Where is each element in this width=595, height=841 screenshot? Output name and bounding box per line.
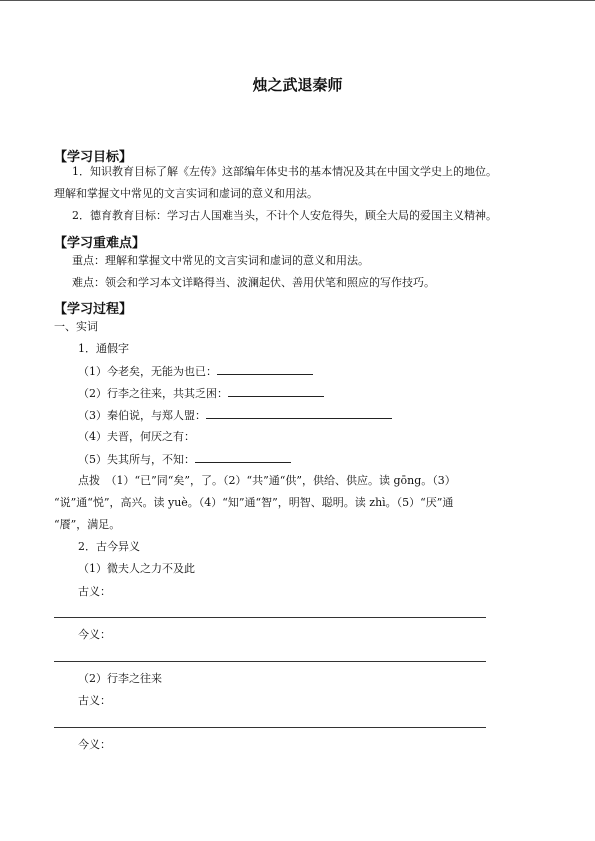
goal-line-3: 2．德育教育目标：学习古人国难当头，不计个人安危得失，顾全大局的爱国主义精神。	[72, 209, 497, 222]
sub-heading-gujinyiyi: 2．古今异义	[78, 540, 140, 553]
question-2	[78, 385, 324, 402]
keypoint-line-1: 重点：理解和掌握文中常见的文言实词和虚词的意义和用法。	[72, 254, 369, 267]
question-5	[78, 451, 291, 468]
ancient-meaning-label-1: 古义：	[78, 585, 111, 598]
goal-line-1: 1．知识教育目标了解《左传》这部编年体史书的基本情况及其在中国文学史上的地位。	[72, 165, 497, 178]
page-title: 烛之武退秦师	[252, 76, 343, 94]
question-2-text: （2）行李之往来，共其乏困：	[78, 387, 228, 400]
phrase-2: （2）行李之往来	[78, 672, 162, 685]
goal-line-2: 理解和掌握文中常见的文言实词和虚词的意义和用法。	[54, 187, 318, 200]
answer-blank-1[interactable]	[217, 363, 313, 375]
question-3-text: （3）秦伯说，与郑人盟：	[78, 409, 206, 422]
question-1-text: （1）今老矣，无能为也已：	[78, 365, 217, 378]
answer-blank-3[interactable]	[206, 407, 392, 419]
keypoint-line-2: 难点：领会和学习本文详略得当、波澜起伏、善用伏笔和照应的写作技巧。	[72, 276, 435, 289]
answer-blank-2[interactable]	[228, 385, 324, 397]
section-heading-process: 【学习过程】	[54, 302, 133, 317]
ancient-meaning-label-2: 古义：	[78, 694, 111, 707]
section-heading-keypoints: 【学习重难点】	[54, 236, 146, 251]
answer-line-ancient-2[interactable]	[54, 727, 486, 728]
modern-meaning-label-1: 今义：	[78, 628, 111, 641]
part-heading-shici: 一、实词	[54, 320, 98, 333]
answer-line-modern-1[interactable]	[54, 661, 486, 662]
answer-blank-5[interactable]	[195, 451, 291, 463]
question-3	[78, 407, 392, 424]
section-heading-goals: 【学习目标】	[54, 150, 133, 165]
hint-line-2: “说”通“悦”，高兴。读 yuè。（4）“知”通“智”，明智、聪明。读 zhì。（5）“厌”通	[54, 496, 454, 509]
question-5-text: （5）失其所与，不知：	[78, 453, 195, 466]
question-1	[78, 363, 313, 380]
hint-line-1: 点拨 （1）“已”同“矣”，了。（2）“共”通“供”，供给、供应。读 gōng。（3）	[78, 474, 456, 487]
hint-line-3: “餍”，满足。	[54, 518, 121, 531]
answer-line-ancient-1[interactable]	[54, 617, 486, 618]
top-border-line	[0, 0, 595, 1]
question-4-text: （4）夫晋，何厌之有：	[78, 430, 195, 443]
modern-meaning-label-2: 今义：	[78, 738, 111, 751]
phrase-1: （1）微夫人之力不及此	[78, 562, 195, 575]
question-4	[78, 429, 195, 445]
sub-heading-tongjiazi: 1．通假字	[78, 342, 129, 355]
